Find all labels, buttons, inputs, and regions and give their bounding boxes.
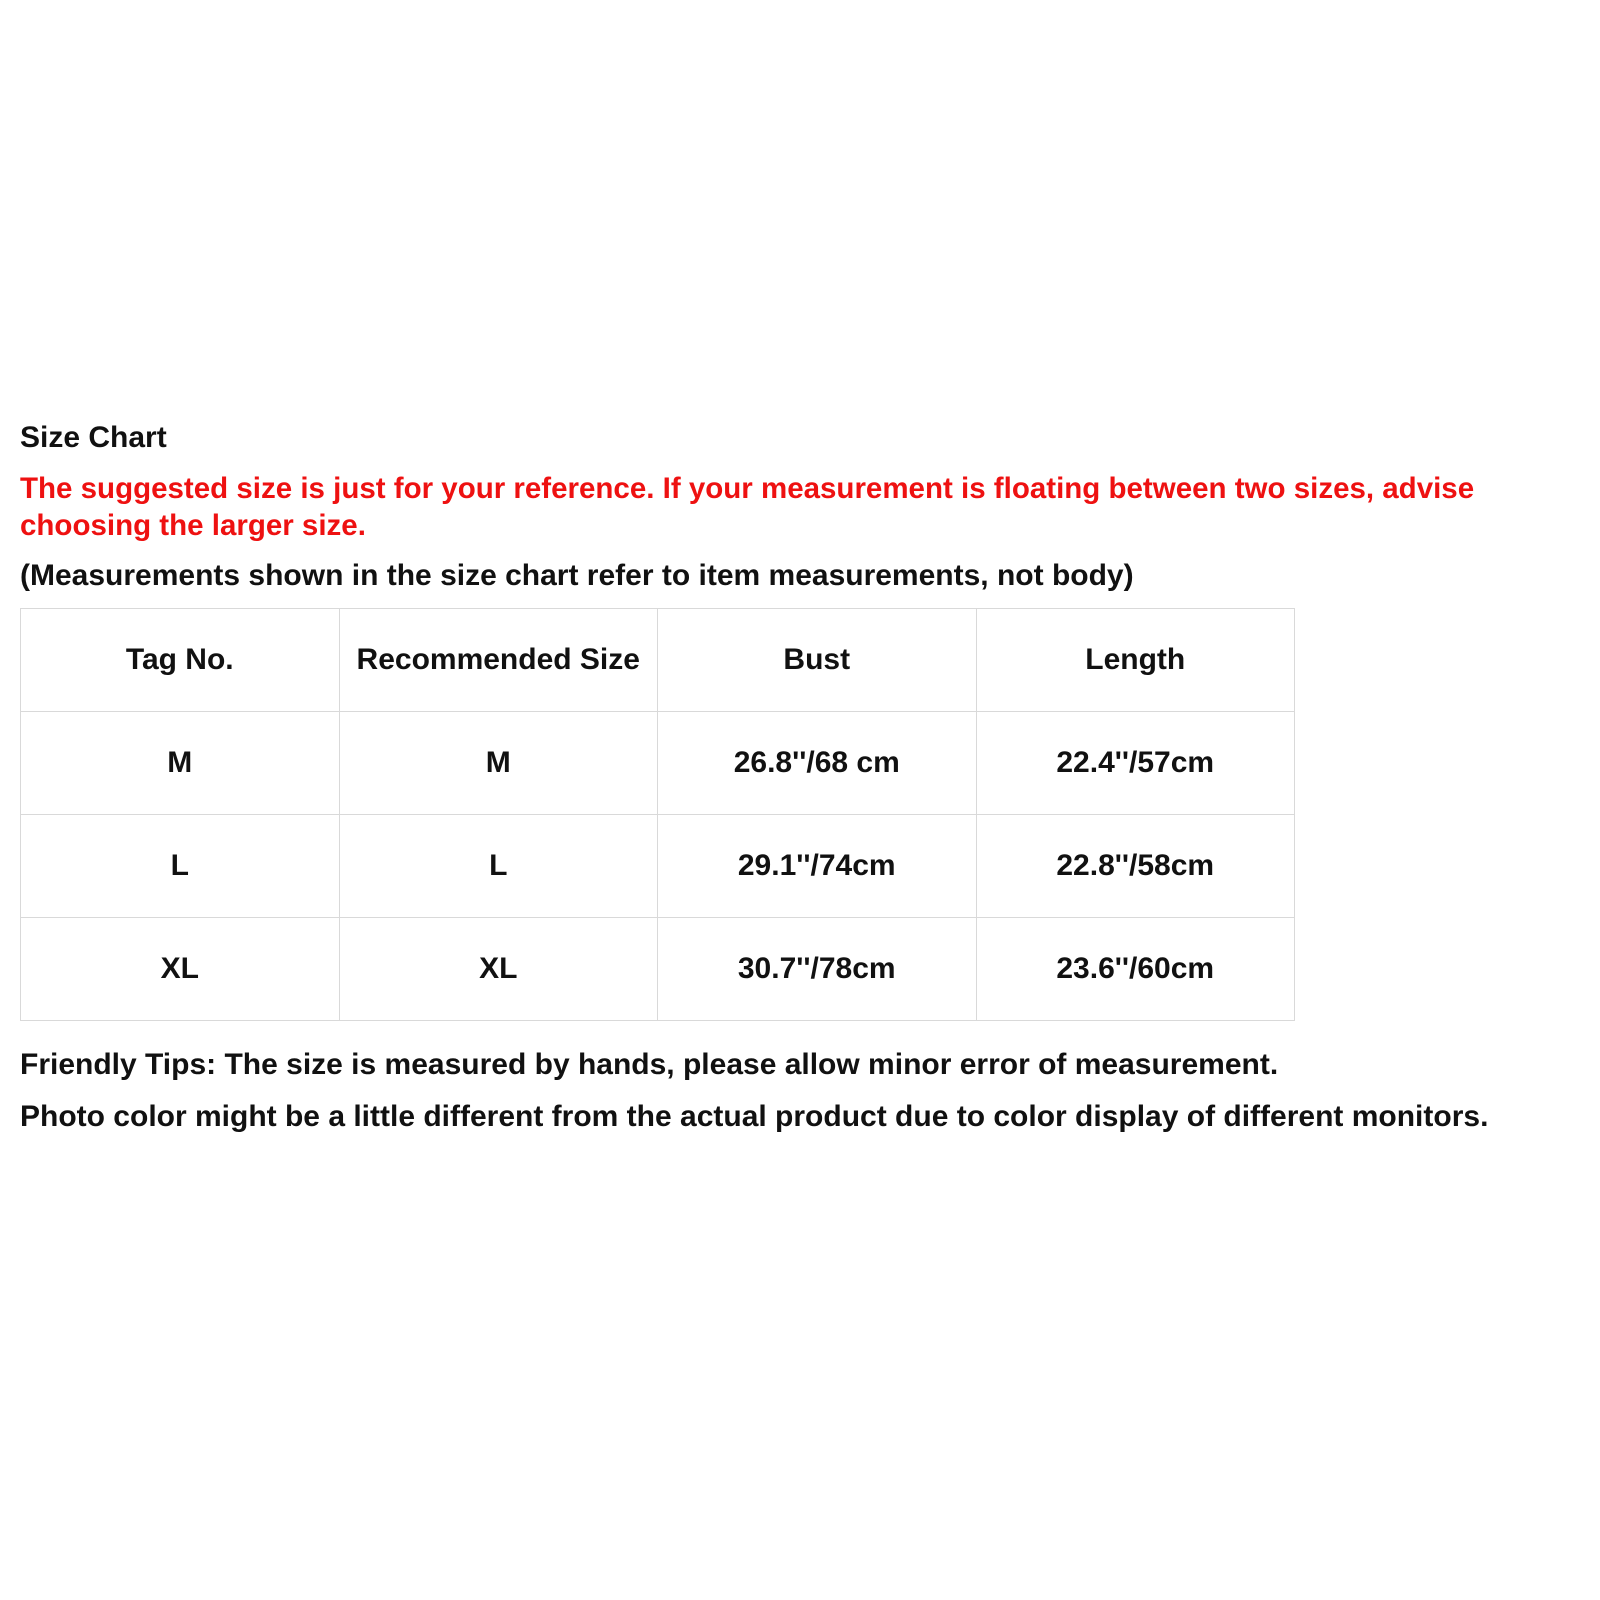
size-table (20, 608, 1295, 1021)
size-advice-line-1: The suggested size is just for your reference. If your measurement is floating between two sizes, advise (20, 472, 1475, 505)
table-row (21, 712, 1295, 815)
page-title: Size Chart (20, 421, 167, 454)
cell-length: 22.8''/58cm (976, 815, 1295, 918)
measurement-note: (Measurements shown in the size chart refer to item measurements, not body) (20, 559, 1134, 592)
size-table-body (21, 712, 1295, 1021)
cell-tag-no: L (21, 815, 340, 918)
size-chart-section (20, 420, 1590, 1135)
header-recommended-size: Recommended Size (339, 609, 658, 712)
cell-bust: 30.7''/78cm (658, 918, 977, 1021)
cell-tag-no: XL (21, 918, 340, 1021)
header-bust: Bust (658, 609, 977, 712)
cell-recommended-size: L (339, 815, 658, 918)
cell-length: 23.6''/60cm (976, 918, 1295, 1021)
cell-tag-no: M (21, 712, 340, 815)
cell-bust: 26.8''/68 cm (658, 712, 977, 815)
header-row (21, 609, 1295, 712)
photo-color-disclaimer: Photo color might be a little different from the actual product due to color display of different monitors. (20, 1100, 1489, 1133)
cell-bust: 29.1''/74cm (658, 815, 977, 918)
header-length: Length (976, 609, 1295, 712)
header-tag-no: Tag No. (21, 609, 340, 712)
friendly-tips: Friendly Tips: The size is measured by hands, please allow minor error of measurement. (20, 1048, 1279, 1081)
cell-recommended-size: XL (339, 918, 658, 1021)
size-advice-line-2: choosing the larger size. (20, 509, 366, 542)
cell-length: 22.4''/57cm (976, 712, 1295, 815)
size-table-header (21, 609, 1295, 712)
cell-recommended-size: M (339, 712, 658, 815)
table-row (21, 918, 1295, 1021)
size-advice-notice (20, 470, 1590, 544)
table-row (21, 815, 1295, 918)
